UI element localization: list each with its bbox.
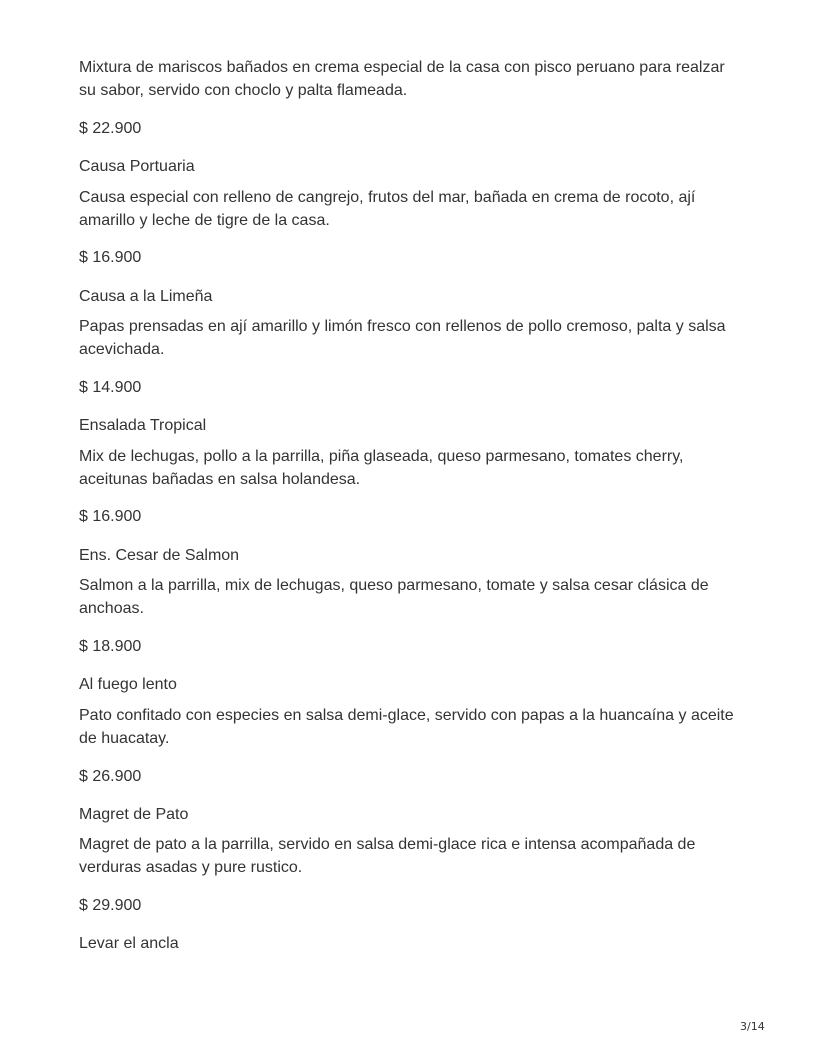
intro-description: Mixtura de mariscos bañados en crema especial de la casa con pisco peruano para realzar su sabor, servido con choclo y palta flameada. (79, 59, 725, 99)
item-price: $ 29.900 (79, 897, 142, 914)
intro-price: $ 22.900 (79, 120, 142, 137)
item-price: $ 16.900 (79, 508, 142, 525)
item-description: Causa especial con relleno de cangrejo, frutos del mar, bañada en crema de rocoto, ají amarillo y leche de tigre de la casa. (79, 189, 696, 229)
item-description: Pato confitado con especies en salsa demi-glace, servido con papas a la huancaína y aceite de huacatay. (79, 707, 734, 747)
item-name: Al fuego lento (79, 676, 177, 693)
item-name: Causa Portuaria (79, 158, 195, 175)
item-price: $ 14.900 (79, 379, 142, 396)
item-description: Mix de lechugas, pollo a la parrilla, piña glaseada, queso parmesano, tomates cherry, aceitunas bañadas en salsa holandesa. (79, 448, 684, 488)
item-price: $ 18.900 (79, 638, 142, 655)
item-name: Causa a la Limeña (79, 288, 213, 305)
item-description: Papas prensadas en ají amarillo y limón fresco con rellenos de pollo cremoso, palta y salsa acevichada. (79, 318, 726, 358)
item-price: $ 26.900 (79, 768, 142, 785)
item-name: Ens. Cesar de Salmon (79, 547, 240, 564)
trailing-item-name: Levar el ancla (79, 935, 179, 952)
item-name: Magret de Pato (79, 806, 189, 823)
item-name: Ensalada Tropical (79, 417, 207, 434)
item-description: Salmon a la parrilla, mix de lechugas, queso parmesano, tomate y salsa cesar clásica de anchoas. (79, 577, 709, 617)
page-number: 3/14 (740, 1020, 765, 1033)
item-description: Magret de pato a la parrilla, servido en salsa demi-glace rica e intensa acompañada de verduras asadas y pure rustico. (79, 836, 696, 876)
item-price: $ 16.900 (79, 249, 142, 266)
